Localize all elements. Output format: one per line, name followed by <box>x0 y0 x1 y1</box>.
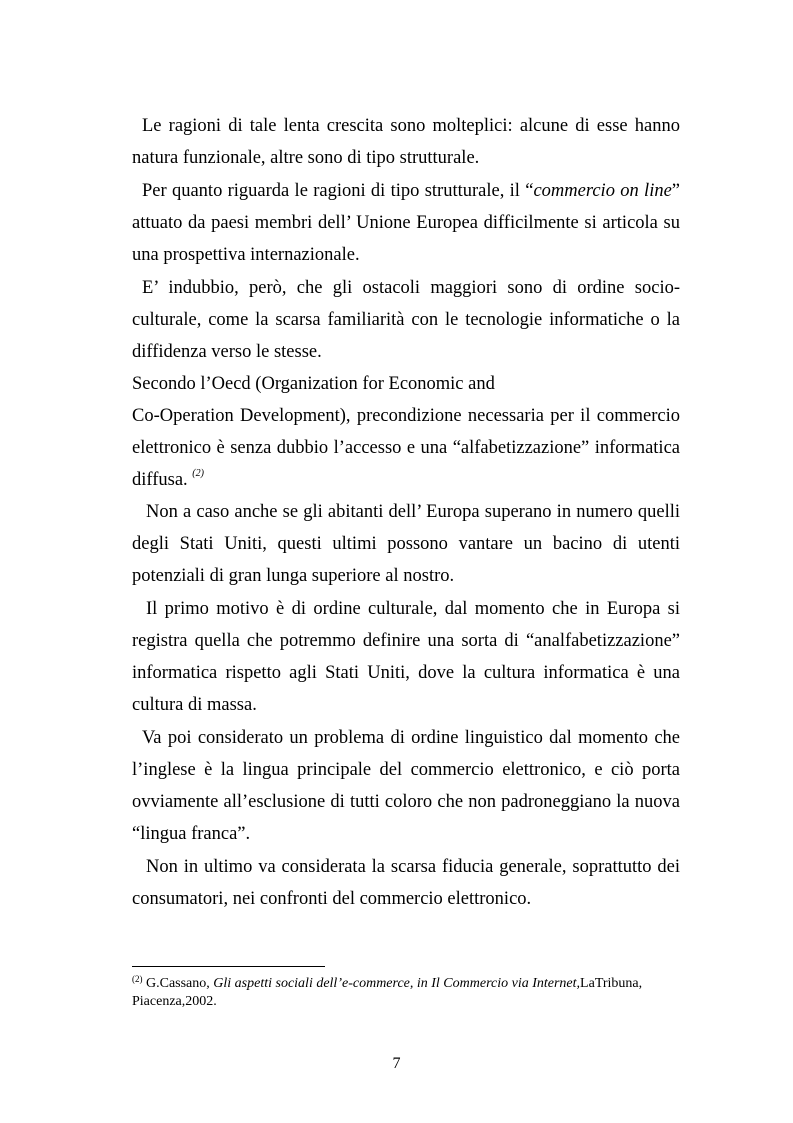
paragraph-5-line-2: degli Stati Uniti, questi ultimi possono vantare un bacino di utenti <box>132 534 680 554</box>
footnote-title: Gli aspetti sociali dell’e-commerce, in Il Commercio via Internet, <box>213 976 581 991</box>
paragraph-4-line-2: Co-Operation Development), precondizione necessaria per il commercio <box>132 406 680 426</box>
p2-text-a: Per quanto riguarda le ragioni di tipo strutturale, il “ <box>142 181 534 201</box>
paragraph-2-line-1 <box>142 180 680 202</box>
paragraph-2-line-2: attuato da paesi membri dell’ Unione Europea difficilmente si articola su <box>132 213 680 233</box>
paragraph-3-line-3: diffidenza verso le stesse. <box>132 342 322 362</box>
footnote-author: G.Cassano, <box>142 976 214 991</box>
paragraph-6-line-4: cultura di massa. <box>132 695 257 715</box>
paragraph-8-line-1: Non in ultimo va considerata la scarsa fiducia generale, soprattutto dei <box>146 857 680 877</box>
paragraph-8-line-2: consumatori, nei confronti del commercio elettronico. <box>132 889 532 909</box>
page-number: 7 <box>392 1055 401 1072</box>
paragraph-4-line-1: Secondo l’Oecd (Organization for Economic and <box>132 374 495 394</box>
p2-italic-term: commercio on line <box>533 181 672 201</box>
paragraph-4-line-4 <box>132 469 680 491</box>
paragraph-6-line-3: informatica rispetto agli Stati Uniti, dove la cultura informatica è una <box>132 663 680 683</box>
paragraph-4-line-3: elettronico è senza dubbio l’accesso e una “alfabetizzazione” informatica <box>132 438 680 458</box>
footnote-line-1 <box>132 975 692 993</box>
paragraph-7-line-3: ovviamente all’esclusione di tutti coloro che non padroneggiano la nuova <box>132 792 680 812</box>
paragraph-1-line-2: natura funzionale, altre sono di tipo strutturale. <box>132 148 480 168</box>
paragraph-7-line-4: “lingua franca”. <box>132 824 251 844</box>
paragraph-6-line-2: registra quella che potremmo definire una sorta di “analfabetizzazione” <box>132 631 680 651</box>
paragraph-1-line-1: Le ragioni di tale lenta crescita sono molteplici: alcune di esse hanno <box>142 116 680 136</box>
paragraph-7-line-1: Va poi considerato un problema di ordine linguistico dal momento che <box>142 728 680 748</box>
footnote-reference: (2) <box>192 468 204 479</box>
footnote-line-2: Piacenza,2002. <box>132 994 217 1009</box>
paragraph-6-line-1: Il primo motivo è di ordine culturale, dal momento che in Europa si <box>146 599 680 619</box>
paragraph-2-line-3: una prospettiva internazionale. <box>132 245 360 265</box>
p4-last-text: diffusa. <box>132 470 188 490</box>
p2-text-b: ” <box>671 181 681 201</box>
footnote-marker: (2) <box>132 974 143 984</box>
footnote-publisher: LaTribuna, <box>580 976 643 991</box>
paragraph-5-line-3: potenziali di gran lunga superiore al nostro. <box>132 566 455 586</box>
paragraph-5-line-1: Non a caso anche se gli abitanti dell’ Europa superano in numero quelli <box>146 502 680 522</box>
footnote-separator <box>132 966 325 967</box>
paragraph-7-line-2: l’inglese è la lingua principale del commercio elettronico, e ciò porta <box>132 760 680 780</box>
paragraph-3-line-1: E’ indubbio, però, che gli ostacoli maggiori sono di ordine socio- <box>142 278 680 298</box>
paragraph-3-line-2: culturale, come la scarsa familiarità con le tecnologie informatiche o la <box>132 310 680 330</box>
